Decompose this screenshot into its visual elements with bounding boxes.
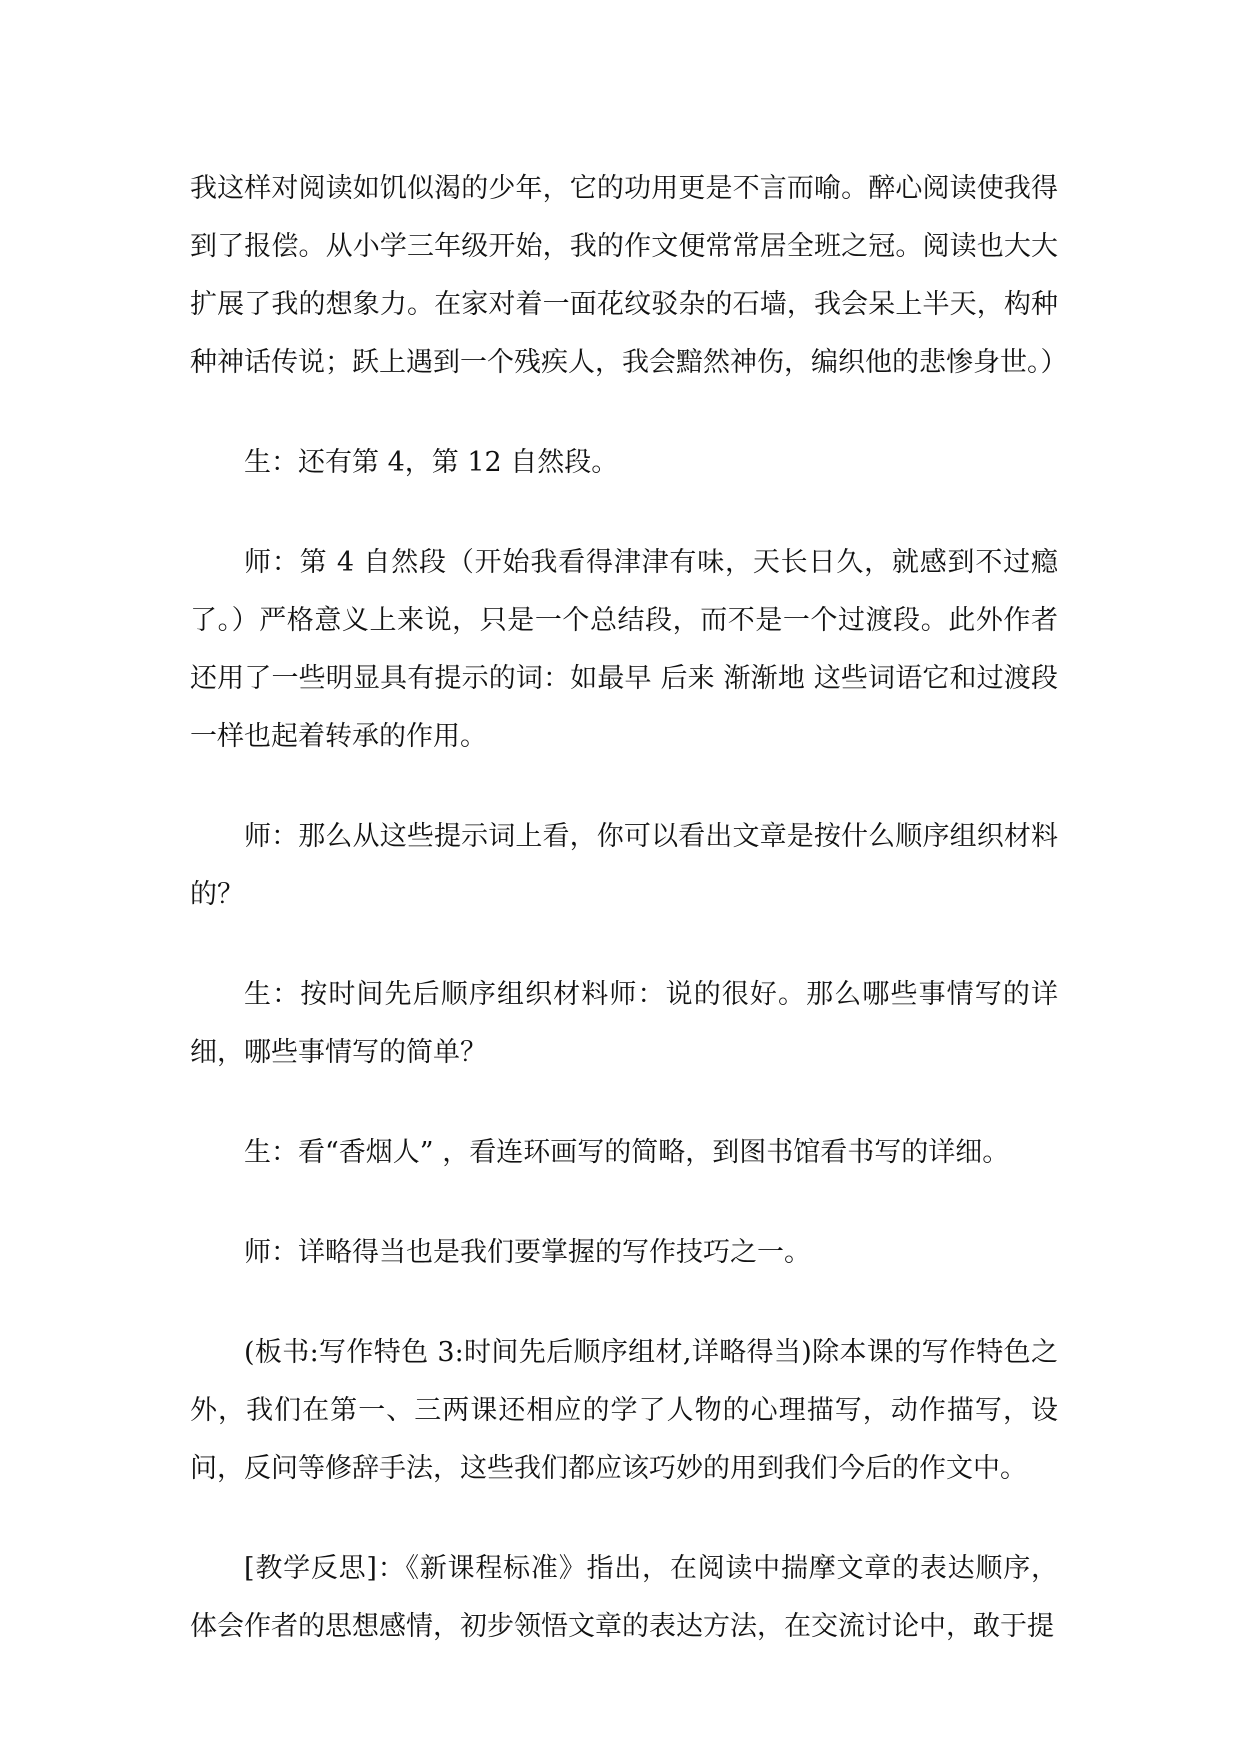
paragraph-continued: 我这样对阅读如饥似渴的少年，它的功用更是不言而喻。醉心阅读使我得到了报偿。从小学三年级开始，我的作文便常常居全班之冠。阅读也大大扩展了我的想象力。在家对着一面花纹驳杂的石墙，我会呆上半天，构种种神话传说；跃上遇到一个残疾人，我会黯然神伤，编织他的悲惨身世。） xyxy=(190,173,1068,378)
paragraph-board-note: (板书:写作特色 3:时间先后顺序组材,详略得当)除本课的写作特色之外，我们在第一、三两课还相应的学了人物的心理描写，动作描写，设问，反问等修辞手法，这些我们都应该巧妙的用到我们今后的作文中。 xyxy=(190,1337,1058,1484)
paragraph-student-answer-1: 生：还有第 4，第 12 自然段。 xyxy=(244,447,619,478)
document-body xyxy=(190,160,1068,1698)
paragraph-teacher-remark-2: 师：详略得当也是我们要掌握的写作技巧之一。 xyxy=(244,1237,811,1268)
paragraph-student-answer-3: 生：看“香烟人” ，看连环画写的简略，到图书馆看书写的详细。 xyxy=(244,1137,1010,1168)
paragraph-teaching-reflection: [教学反思]：《新课程标准》指出，在阅读中揣摩文章的表达顺序，体会作者的思想感情，初步领悟文章的表达方法，在交流讨论中，敢于提 xyxy=(190,1553,1058,1642)
paragraph-teacher-question: 师：那么从这些提示词上看，你可以看出文章是按什么顺序组织材料的？ xyxy=(190,821,1058,910)
paragraph-teacher-remark-1: 师：第 4 自然段（开始我看得津津有味，天长日久，就感到不过瘾了。）严格意义上来说，只是一个总结段，而不是一个过渡段。此外作者还用了一些明显具有提示的词：如最早 后来 渐渐地 这些词语它和过渡段一样也起着转承的作用。 xyxy=(190,547,1058,752)
paragraph-student-answer-2: 生：按时间先后顺序组织材料师：说的很好。那么哪些事情写的详细，哪些事情写的简单？ xyxy=(190,979,1058,1068)
